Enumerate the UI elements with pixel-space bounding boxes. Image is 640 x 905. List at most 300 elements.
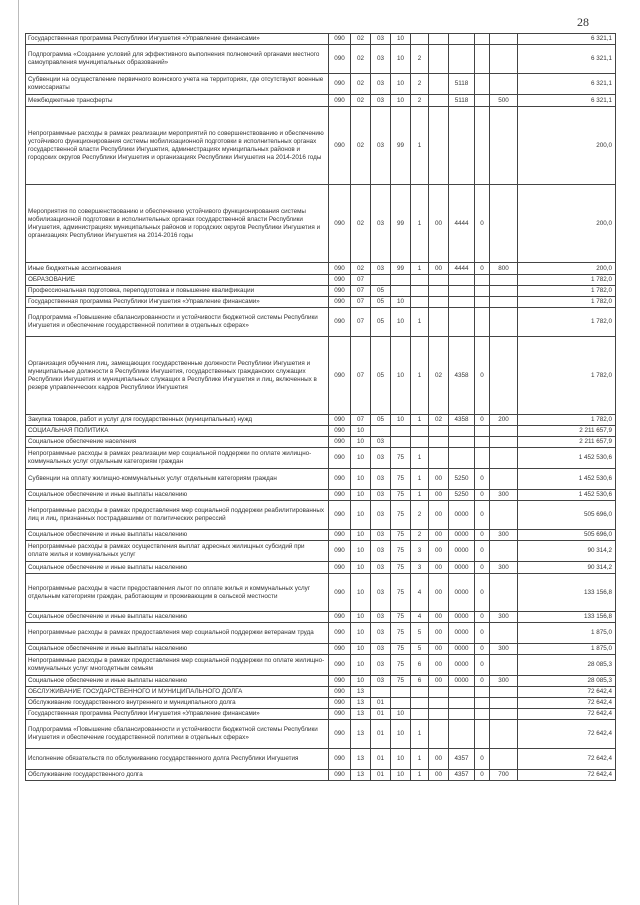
row-amount: 505 696,0 <box>518 501 616 530</box>
table-row <box>26 574 616 612</box>
row-amount: 72 642,4 <box>518 698 616 709</box>
program-code: 10 <box>391 720 411 749</box>
subprogram-code: 1 <box>411 720 429 749</box>
ministry-code: 090 <box>329 45 351 74</box>
subsection-code: 03 <box>371 530 391 541</box>
table-row <box>26 337 616 415</box>
row-name: Профессиональная подготовка, переподготовка и повышение квалификации <box>26 286 329 297</box>
row-amount: 1 782,0 <box>518 286 616 297</box>
subprogram-code: 4 <box>411 574 429 612</box>
row-amount: 6 321,1 <box>518 95 616 107</box>
row-amount: 6 321,1 <box>518 45 616 74</box>
subsection-code: 01 <box>371 770 391 781</box>
article-code: 0000 <box>449 655 475 676</box>
expense-type-code <box>490 426 518 437</box>
section-code: 13 <box>351 720 371 749</box>
row-name: Субвенции на осуществление первичного воинского учета на территориях, где отсутствуют военные комиссариаты <box>26 74 329 95</box>
table-row <box>26 286 616 297</box>
subarticle-code: 0 <box>475 185 490 263</box>
row-name: Социальное обеспечение и иные выплаты населению <box>26 676 329 687</box>
expense-type-code: 300 <box>490 676 518 687</box>
expense-type-code <box>490 74 518 95</box>
article-code: 4444 <box>449 185 475 263</box>
subsection-code: 03 <box>371 107 391 185</box>
section-code: 02 <box>351 95 371 107</box>
row-name: Непрограммные расходы в рамках реализации мероприятий по совершенствованию и обеспечению устойчивого функционирования системы мобилизационной подготовки в исполнительных органах государственной власти Республики Ингушетия, администрациях муниципальных районов и городских округов Республики Ингушетия и организациях Республики Ингушетия на 2014-2016 годы <box>26 107 329 185</box>
section-code: 07 <box>351 297 371 308</box>
direction-code: 00 <box>429 469 449 490</box>
subprogram-code: 1 <box>411 308 429 337</box>
program-code: 75 <box>391 655 411 676</box>
table-row <box>26 490 616 501</box>
subarticle-code <box>475 34 490 45</box>
ministry-code: 090 <box>329 687 351 698</box>
subprogram-code: 1 <box>411 469 429 490</box>
subarticle-code: 0 <box>475 749 490 770</box>
subprogram-code: 1 <box>411 749 429 770</box>
subsection-code: 03 <box>371 469 391 490</box>
ministry-code: 090 <box>329 501 351 530</box>
direction-code <box>429 45 449 74</box>
program-code: 10 <box>391 308 411 337</box>
section-code: 02 <box>351 107 371 185</box>
section-code: 10 <box>351 676 371 687</box>
ministry-code: 090 <box>329 562 351 574</box>
subprogram-code <box>411 687 429 698</box>
direction-code <box>429 95 449 107</box>
direction-code: 00 <box>429 541 449 562</box>
ministry-code: 090 <box>329 770 351 781</box>
subprogram-code: 2 <box>411 45 429 74</box>
table-row <box>26 709 616 720</box>
direction-code <box>429 275 449 286</box>
expense-type-code <box>490 185 518 263</box>
direction-code <box>429 698 449 709</box>
row-amount: 133 156,8 <box>518 612 616 623</box>
table-row <box>26 308 616 337</box>
article-code: 0000 <box>449 574 475 612</box>
subarticle-code <box>475 95 490 107</box>
table-row <box>26 415 616 426</box>
subsection-code: 05 <box>371 415 391 426</box>
article-code: 0000 <box>449 644 475 655</box>
row-name: СОЦИАЛЬНАЯ ПОЛИТИКА <box>26 426 329 437</box>
row-amount: 6 321,1 <box>518 34 616 45</box>
program-code: 99 <box>391 263 411 275</box>
section-code: 13 <box>351 709 371 720</box>
subarticle-code <box>475 720 490 749</box>
table-row <box>26 426 616 437</box>
subarticle-code <box>475 709 490 720</box>
row-amount: 28 085,3 <box>518 655 616 676</box>
expense-type-code <box>490 469 518 490</box>
ministry-code: 090 <box>329 415 351 426</box>
program-code <box>391 286 411 297</box>
subprogram-code: 5 <box>411 644 429 655</box>
article-code <box>449 45 475 74</box>
row-amount: 200,0 <box>518 263 616 275</box>
subsection-code: 03 <box>371 541 391 562</box>
article-code <box>449 275 475 286</box>
ministry-code: 090 <box>329 655 351 676</box>
section-code: 10 <box>351 501 371 530</box>
direction-code: 00 <box>429 574 449 612</box>
row-name: Организация обучения лиц, замещающих государственные должности Республики Ингушетия и муниципальные должности в Республике Ингушетия, государственных гражданских служащих Республики Ингушетия и муниципальных служащих в Республике Ингушетия и лиц, включенных в резерв управленческих кадров Республики Ингушетия <box>26 337 329 415</box>
subarticle-code <box>475 286 490 297</box>
article-code: 4357 <box>449 749 475 770</box>
ministry-code: 090 <box>329 676 351 687</box>
article-code <box>449 308 475 337</box>
ministry-code: 090 <box>329 263 351 275</box>
section-code: 10 <box>351 490 371 501</box>
subarticle-code <box>475 275 490 286</box>
program-code <box>391 687 411 698</box>
subarticle-code <box>475 308 490 337</box>
subarticle-code <box>475 45 490 74</box>
subarticle-code: 0 <box>475 644 490 655</box>
subsection-code: 01 <box>371 749 391 770</box>
row-amount: 72 642,4 <box>518 709 616 720</box>
ministry-code: 090 <box>329 297 351 308</box>
subprogram-code <box>411 698 429 709</box>
direction-code: 00 <box>429 263 449 275</box>
subarticle-code: 0 <box>475 469 490 490</box>
section-code: 10 <box>351 437 371 448</box>
section-code: 02 <box>351 185 371 263</box>
row-name: Непрограммные расходы в рамках реализации мер социальной поддержки по оплате жилищно-коммунальных услуг отдельным категориям граждан <box>26 448 329 469</box>
subprogram-code: 1 <box>411 448 429 469</box>
row-amount: 200,0 <box>518 107 616 185</box>
row-name: Непрограммные расходы в рамках предоставления мер социальной поддержки по оплате жилищно-коммунальных услуг многодетным семьям <box>26 655 329 676</box>
expense-type-code <box>490 34 518 45</box>
row-name: Непрограммные расходы в части предоставления льгот по оплате жилья и коммунальных услуг отдельным категориям граждан, работающим и проживающим в сельской местности <box>26 574 329 612</box>
row-amount: 72 642,4 <box>518 687 616 698</box>
table-row <box>26 720 616 749</box>
subsection-code: 03 <box>371 562 391 574</box>
table-row <box>26 623 616 644</box>
article-code: 5250 <box>449 490 475 501</box>
section-code: 07 <box>351 308 371 337</box>
direction-code <box>429 107 449 185</box>
row-amount: 72 642,4 <box>518 749 616 770</box>
program-code <box>391 437 411 448</box>
article-code <box>449 448 475 469</box>
program-code: 75 <box>391 448 411 469</box>
subsection-code: 03 <box>371 490 391 501</box>
expense-type-code <box>490 574 518 612</box>
ministry-code: 090 <box>329 530 351 541</box>
direction-code <box>429 34 449 45</box>
ministry-code: 090 <box>329 469 351 490</box>
row-name: Обслуживание государственного внутреннего и муниципального долга <box>26 698 329 709</box>
ministry-code: 090 <box>329 698 351 709</box>
direction-code: 00 <box>429 676 449 687</box>
program-code: 10 <box>391 95 411 107</box>
expense-type-code <box>490 698 518 709</box>
direction-code: 00 <box>429 770 449 781</box>
table-row <box>26 297 616 308</box>
subsection-code: 05 <box>371 337 391 415</box>
row-name: Исполнение обязательств по обслуживанию государственного долга Республики Ингушетия <box>26 749 329 770</box>
row-amount: 2 211 657,9 <box>518 437 616 448</box>
row-name: Социальное обеспечение и иные выплаты населению <box>26 644 329 655</box>
article-code: 4358 <box>449 415 475 426</box>
subprogram-code: 4 <box>411 612 429 623</box>
expense-type-code: 300 <box>490 644 518 655</box>
direction-code <box>429 709 449 720</box>
subsection-code: 05 <box>371 297 391 308</box>
row-amount: 1 875,0 <box>518 644 616 655</box>
row-name: Обслуживание государственного долга <box>26 770 329 781</box>
row-amount: 1 782,0 <box>518 308 616 337</box>
article-code <box>449 437 475 448</box>
ministry-code: 090 <box>329 612 351 623</box>
section-code: 13 <box>351 687 371 698</box>
subsection-code: 03 <box>371 623 391 644</box>
row-amount: 2 211 657,9 <box>518 426 616 437</box>
table-row <box>26 185 616 263</box>
row-name: Иные бюджетные ассигнования <box>26 263 329 275</box>
expense-type-code: 800 <box>490 263 518 275</box>
row-amount: 1 452 530,6 <box>518 490 616 501</box>
subprogram-code: 1 <box>411 185 429 263</box>
program-code <box>391 698 411 709</box>
ministry-code: 090 <box>329 185 351 263</box>
row-amount: 72 642,4 <box>518 720 616 749</box>
subarticle-code: 0 <box>475 676 490 687</box>
subsection-code: 03 <box>371 655 391 676</box>
table-row <box>26 34 616 45</box>
subarticle-code: 0 <box>475 530 490 541</box>
row-name: Государственная программа Республики Ингушетия «Управление финансами» <box>26 709 329 720</box>
subarticle-code <box>475 426 490 437</box>
ministry-code: 090 <box>329 644 351 655</box>
section-code: 13 <box>351 749 371 770</box>
program-code <box>391 275 411 286</box>
subarticle-code: 0 <box>475 770 490 781</box>
row-name: Социальное обеспечение и иные выплаты населению <box>26 490 329 501</box>
direction-code: 00 <box>429 501 449 530</box>
expense-type-code: 300 <box>490 562 518 574</box>
table-row <box>26 676 616 687</box>
direction-code: 02 <box>429 415 449 426</box>
table-row <box>26 698 616 709</box>
row-name: Непрограммные расходы в рамках предоставления мер социальной поддержки ветеранам труда <box>26 623 329 644</box>
row-amount: 90 314,2 <box>518 541 616 562</box>
subsection-code <box>371 687 391 698</box>
subarticle-code: 0 <box>475 562 490 574</box>
subsection-code: 03 <box>371 185 391 263</box>
budget-table <box>25 33 616 781</box>
subsection-code: 03 <box>371 676 391 687</box>
direction-code <box>429 687 449 698</box>
subarticle-code: 0 <box>475 612 490 623</box>
article-code <box>449 720 475 749</box>
expense-type-code <box>490 709 518 720</box>
program-code: 10 <box>391 74 411 95</box>
expense-type-code <box>490 337 518 415</box>
subsection-code: 03 <box>371 45 391 74</box>
table-row <box>26 95 616 107</box>
program-code: 75 <box>391 562 411 574</box>
program-code: 10 <box>391 749 411 770</box>
ministry-code: 090 <box>329 574 351 612</box>
subprogram-code: 1 <box>411 415 429 426</box>
subsection-code: 03 <box>371 501 391 530</box>
section-code: 10 <box>351 562 371 574</box>
subprogram-code: 2 <box>411 74 429 95</box>
ministry-code: 090 <box>329 337 351 415</box>
subarticle-code <box>475 297 490 308</box>
row-amount: 1 782,0 <box>518 275 616 286</box>
program-code: 10 <box>391 337 411 415</box>
article-code: 0000 <box>449 623 475 644</box>
program-code: 75 <box>391 490 411 501</box>
direction-code: 00 <box>429 530 449 541</box>
direction-code: 00 <box>429 612 449 623</box>
article-code <box>449 709 475 720</box>
direction-code <box>429 74 449 95</box>
expense-type-code <box>490 297 518 308</box>
subsection-code: 01 <box>371 720 391 749</box>
subprogram-code: 1 <box>411 490 429 501</box>
table-row <box>26 687 616 698</box>
direction-code <box>429 297 449 308</box>
article-code: 0000 <box>449 530 475 541</box>
subprogram-code: 2 <box>411 501 429 530</box>
section-code: 07 <box>351 275 371 286</box>
row-name: Подпрограмма «Повышение сбалансированности и устойчивости бюджетной системы Республики Ингушетия и обеспечение государственной политики в отдельных сферах» <box>26 308 329 337</box>
subsection-code: 03 <box>371 263 391 275</box>
subprogram-code: 1 <box>411 107 429 185</box>
article-code: 0000 <box>449 501 475 530</box>
article-code: 0000 <box>449 562 475 574</box>
ministry-code: 090 <box>329 749 351 770</box>
ministry-code: 090 <box>329 426 351 437</box>
page-margin-line <box>18 0 19 905</box>
subarticle-code: 0 <box>475 490 490 501</box>
row-name: Государственная программа Республики Ингушетия «Управление финансами» <box>26 297 329 308</box>
article-code <box>449 297 475 308</box>
direction-code <box>429 426 449 437</box>
section-code: 10 <box>351 574 371 612</box>
subarticle-code: 0 <box>475 574 490 612</box>
program-code: 10 <box>391 297 411 308</box>
row-amount: 200,0 <box>518 185 616 263</box>
subarticle-code: 0 <box>475 655 490 676</box>
article-code <box>449 698 475 709</box>
subprogram-code <box>411 275 429 286</box>
row-amount: 133 156,8 <box>518 574 616 612</box>
row-name: Закупка товаров, работ и услуг для государственных (муниципальных) нужд <box>26 415 329 426</box>
direction-code <box>429 720 449 749</box>
subprogram-code <box>411 297 429 308</box>
subarticle-code <box>475 74 490 95</box>
expense-type-code: 300 <box>490 490 518 501</box>
program-code: 75 <box>391 501 411 530</box>
program-code: 75 <box>391 541 411 562</box>
table-row <box>26 644 616 655</box>
subsection-code: 03 <box>371 95 391 107</box>
section-code: 02 <box>351 263 371 275</box>
direction-code: 02 <box>429 337 449 415</box>
subarticle-code <box>475 448 490 469</box>
row-amount: 1 782,0 <box>518 415 616 426</box>
section-code: 13 <box>351 698 371 709</box>
program-code: 10 <box>391 45 411 74</box>
table-row <box>26 541 616 562</box>
program-code: 10 <box>391 770 411 781</box>
section-code: 13 <box>351 770 371 781</box>
expense-type-code <box>490 687 518 698</box>
program-code: 10 <box>391 709 411 720</box>
row-name: Мероприятия по совершенствованию и обеспечению устойчивого функционирования системы мобилизационной подготовки в исполнительных органах государственной власти Республики Ингушетия, администрациях муниципальных районов и городских округов Республики Ингушетия и организациях Республики Ингушетия на 2014-2016 годы <box>26 185 329 263</box>
article-code: 0000 <box>449 676 475 687</box>
section-code: 07 <box>351 286 371 297</box>
article-code <box>449 687 475 698</box>
article-code: 4358 <box>449 337 475 415</box>
subarticle-code: 0 <box>475 263 490 275</box>
subprogram-code <box>411 286 429 297</box>
expense-type-code <box>490 45 518 74</box>
subsection-code: 03 <box>371 437 391 448</box>
program-code: 10 <box>391 415 411 426</box>
subsection-code: 01 <box>371 698 391 709</box>
row-name: Подпрограмма «Создание условий для эффективного выполнения полномочий органами местного самоуправления муниципальных образований» <box>26 45 329 74</box>
table-row <box>26 107 616 185</box>
expense-type-code: 700 <box>490 770 518 781</box>
row-amount: 90 314,2 <box>518 562 616 574</box>
subprogram-code <box>411 437 429 448</box>
ministry-code: 090 <box>329 623 351 644</box>
subprogram-code: 1 <box>411 263 429 275</box>
row-name: Социальное обеспечение и иные выплаты населению <box>26 612 329 623</box>
row-amount: 1 452 530,6 <box>518 448 616 469</box>
table-row <box>26 448 616 469</box>
ministry-code: 090 <box>329 95 351 107</box>
row-name: Социальное обеспечение и иные выплаты населению <box>26 530 329 541</box>
subsection-code: 03 <box>371 644 391 655</box>
ministry-code: 090 <box>329 541 351 562</box>
subprogram-code: 6 <box>411 655 429 676</box>
expense-type-code <box>490 275 518 286</box>
subsection-code: 03 <box>371 448 391 469</box>
subsection-code: 01 <box>371 709 391 720</box>
table-body <box>26 34 616 781</box>
direction-code <box>429 308 449 337</box>
article-code <box>449 286 475 297</box>
article-code <box>449 107 475 185</box>
expense-type-code <box>490 501 518 530</box>
subarticle-code: 0 <box>475 541 490 562</box>
subsection-code: 03 <box>371 34 391 45</box>
program-code: 75 <box>391 574 411 612</box>
subsection-code: 05 <box>371 308 391 337</box>
row-name: Межбюджетные трансферты <box>26 95 329 107</box>
direction-code <box>429 286 449 297</box>
table-row <box>26 612 616 623</box>
row-name: Подпрограмма «Повышение сбалансированности и устойчивости бюджетной системы Республики Ингушетия и обеспечение государственной политики в отдельных сферах» <box>26 720 329 749</box>
row-name: ОБСЛУЖИВАНИЕ ГОСУДАРСТВЕННОГО И МУНИЦИПАЛЬНОГО ДОЛГА <box>26 687 329 698</box>
program-code: 75 <box>391 623 411 644</box>
program-code: 99 <box>391 107 411 185</box>
direction-code: 00 <box>429 644 449 655</box>
expense-type-code <box>490 720 518 749</box>
section-code: 10 <box>351 655 371 676</box>
row-name: Непрограммные расходы в рамках предоставления мер социальной поддержки реабилитированных лиц и лиц, признанных пострадавшими от политических репрессий <box>26 501 329 530</box>
subsection-code: 03 <box>371 74 391 95</box>
table-row <box>26 74 616 95</box>
